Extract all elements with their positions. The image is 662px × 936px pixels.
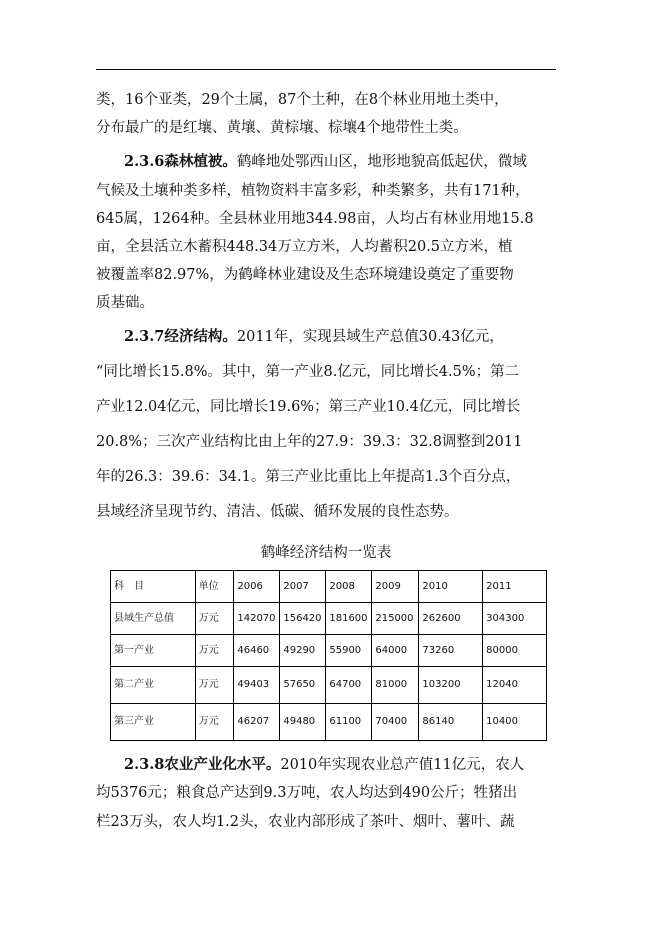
table-row: [111, 667, 547, 704]
soil-text-line-1: 类，16个亚类，29个土属，87个土种，在8个林业用地土类中，: [96, 92, 509, 108]
economy-heading: 2.3.7经济结构。: [124, 328, 237, 345]
table-row: [111, 704, 547, 741]
value-cell: 46207: [234, 704, 280, 741]
value-cell: 12040: [483, 667, 547, 704]
forest-text-line-3: 645属，1264种。全县林业用地344.98亩，人均占有林业用地15.8: [96, 211, 534, 227]
header-cell-2008: 2008: [326, 571, 372, 603]
header-cell-2009: 2009: [372, 571, 419, 603]
header-cell-2010: 2010: [419, 571, 483, 603]
value-cell: 262600: [419, 603, 483, 635]
row-label: 第一产业: [111, 635, 196, 667]
unit-cell: 万元: [195, 603, 234, 635]
economy-text-line-2: “同比增长15.8%。其中，第一产业8.亿元，同比增长4.5%；第二: [96, 364, 520, 380]
value-cell: 49290: [280, 635, 326, 667]
value-cell: 73260: [419, 635, 483, 667]
value-cell: 49403: [234, 667, 280, 704]
value-cell: 86140: [419, 704, 483, 741]
value-cell: 55900: [326, 635, 372, 667]
header-cell-unit: 单位: [195, 571, 234, 603]
value-cell: 64700: [326, 667, 372, 704]
value-cell: 10400: [483, 704, 547, 741]
economy-paragraph-first-line: [124, 327, 564, 347]
value-cell: 181600: [326, 603, 372, 635]
economic-structure-table: [110, 570, 547, 741]
value-cell: 142070: [234, 603, 280, 635]
agri-text-line-3: 栏23万头，农人均1.2头，农业内部形成了茶叶、烟叶、薯叶、蔬: [96, 814, 515, 830]
table-header-row: [111, 571, 547, 603]
row-label: 县域生产总值: [111, 603, 196, 635]
value-cell: 64000: [372, 635, 419, 667]
agri-paragraph-first-line: [124, 755, 564, 775]
economy-text-line-6: 县域经济呈现节约、清洁、低碳、循环发展的良性态势。: [96, 504, 459, 520]
value-cell: 61100: [326, 704, 372, 741]
economy-text-line-3: 产业12.04亿元，同比增长19.6%；第三产业10.4亿元，同比增长: [96, 399, 521, 415]
header-cell-2006: 2006: [234, 571, 280, 603]
economy-text-line-5: 年的26.3：39.6：34.1。第三产业比重比上年提高1.3个百分点，: [96, 469, 521, 485]
value-cell: 81000: [372, 667, 419, 704]
forest-text-line-4: 亩，全县活立木蓄积448.34万立方米，人均蓄积20.5立方米，植: [96, 239, 513, 255]
value-cell: 80000: [483, 635, 547, 667]
header-cell-subject: 科 目: [111, 571, 196, 603]
table-row: [111, 603, 547, 635]
header-cell-2011: 2011: [483, 571, 547, 603]
value-cell: 46460: [234, 635, 280, 667]
forest-heading: 2.3.6森林植被。: [124, 153, 237, 170]
economy-text-line-4: 20.8%；三次产业结构比由上年的27.9：39.3：32.8调整到2011: [96, 434, 523, 450]
value-cell: 57650: [280, 667, 326, 704]
agri-text-line-2: 均5376元；粮食总产达到9.3万吨，农人均达到490公斤；牲猪出: [96, 785, 518, 801]
forest-text-line-2: 气候及土壤种类多样，植物资料丰富多彩，种类繁多，共有171种，: [96, 183, 530, 199]
forest-text-line-1: 鹤峰地处鄂西山区，地形地貌高低起伏，微域: [236, 154, 527, 170]
value-cell: 304300: [483, 603, 547, 635]
unit-cell: 万元: [195, 667, 234, 704]
header-cell-2007: 2007: [280, 571, 326, 603]
value-cell: 49480: [280, 704, 326, 741]
forest-paragraph-first-line: [124, 152, 564, 172]
row-label: 第三产业: [111, 704, 196, 741]
value-cell: 70400: [372, 704, 419, 741]
value-cell: 156420: [280, 603, 326, 635]
unit-cell: 万元: [195, 635, 234, 667]
unit-cell: 万元: [195, 704, 234, 741]
value-cell: 215000: [372, 603, 419, 635]
economy-text-line-1: 2011年，实现县域生产总值30.43亿元，: [236, 329, 504, 345]
row-label: 第二产业: [111, 667, 196, 704]
header-rule: [96, 69, 556, 70]
forest-text-line-5: 被覆盖率82.97%，为鹤峰林业建设及生态环境建设奠定了重要物: [96, 267, 514, 283]
table-row: [111, 635, 547, 667]
value-cell: 103200: [419, 667, 483, 704]
agri-heading: 2.3.8农业产业化水平。: [124, 756, 281, 773]
table-title: 鹤峰经济结构一览表: [260, 545, 392, 561]
agri-text-line-1: 2010年实现农业总产值11亿元，农人: [280, 757, 525, 773]
forest-text-line-6: 质基础。: [96, 295, 154, 311]
soil-text-line-2: 分布最广的是红壤、黄壤、黄棕壤、棕壤4个地带性土类。: [96, 120, 468, 136]
